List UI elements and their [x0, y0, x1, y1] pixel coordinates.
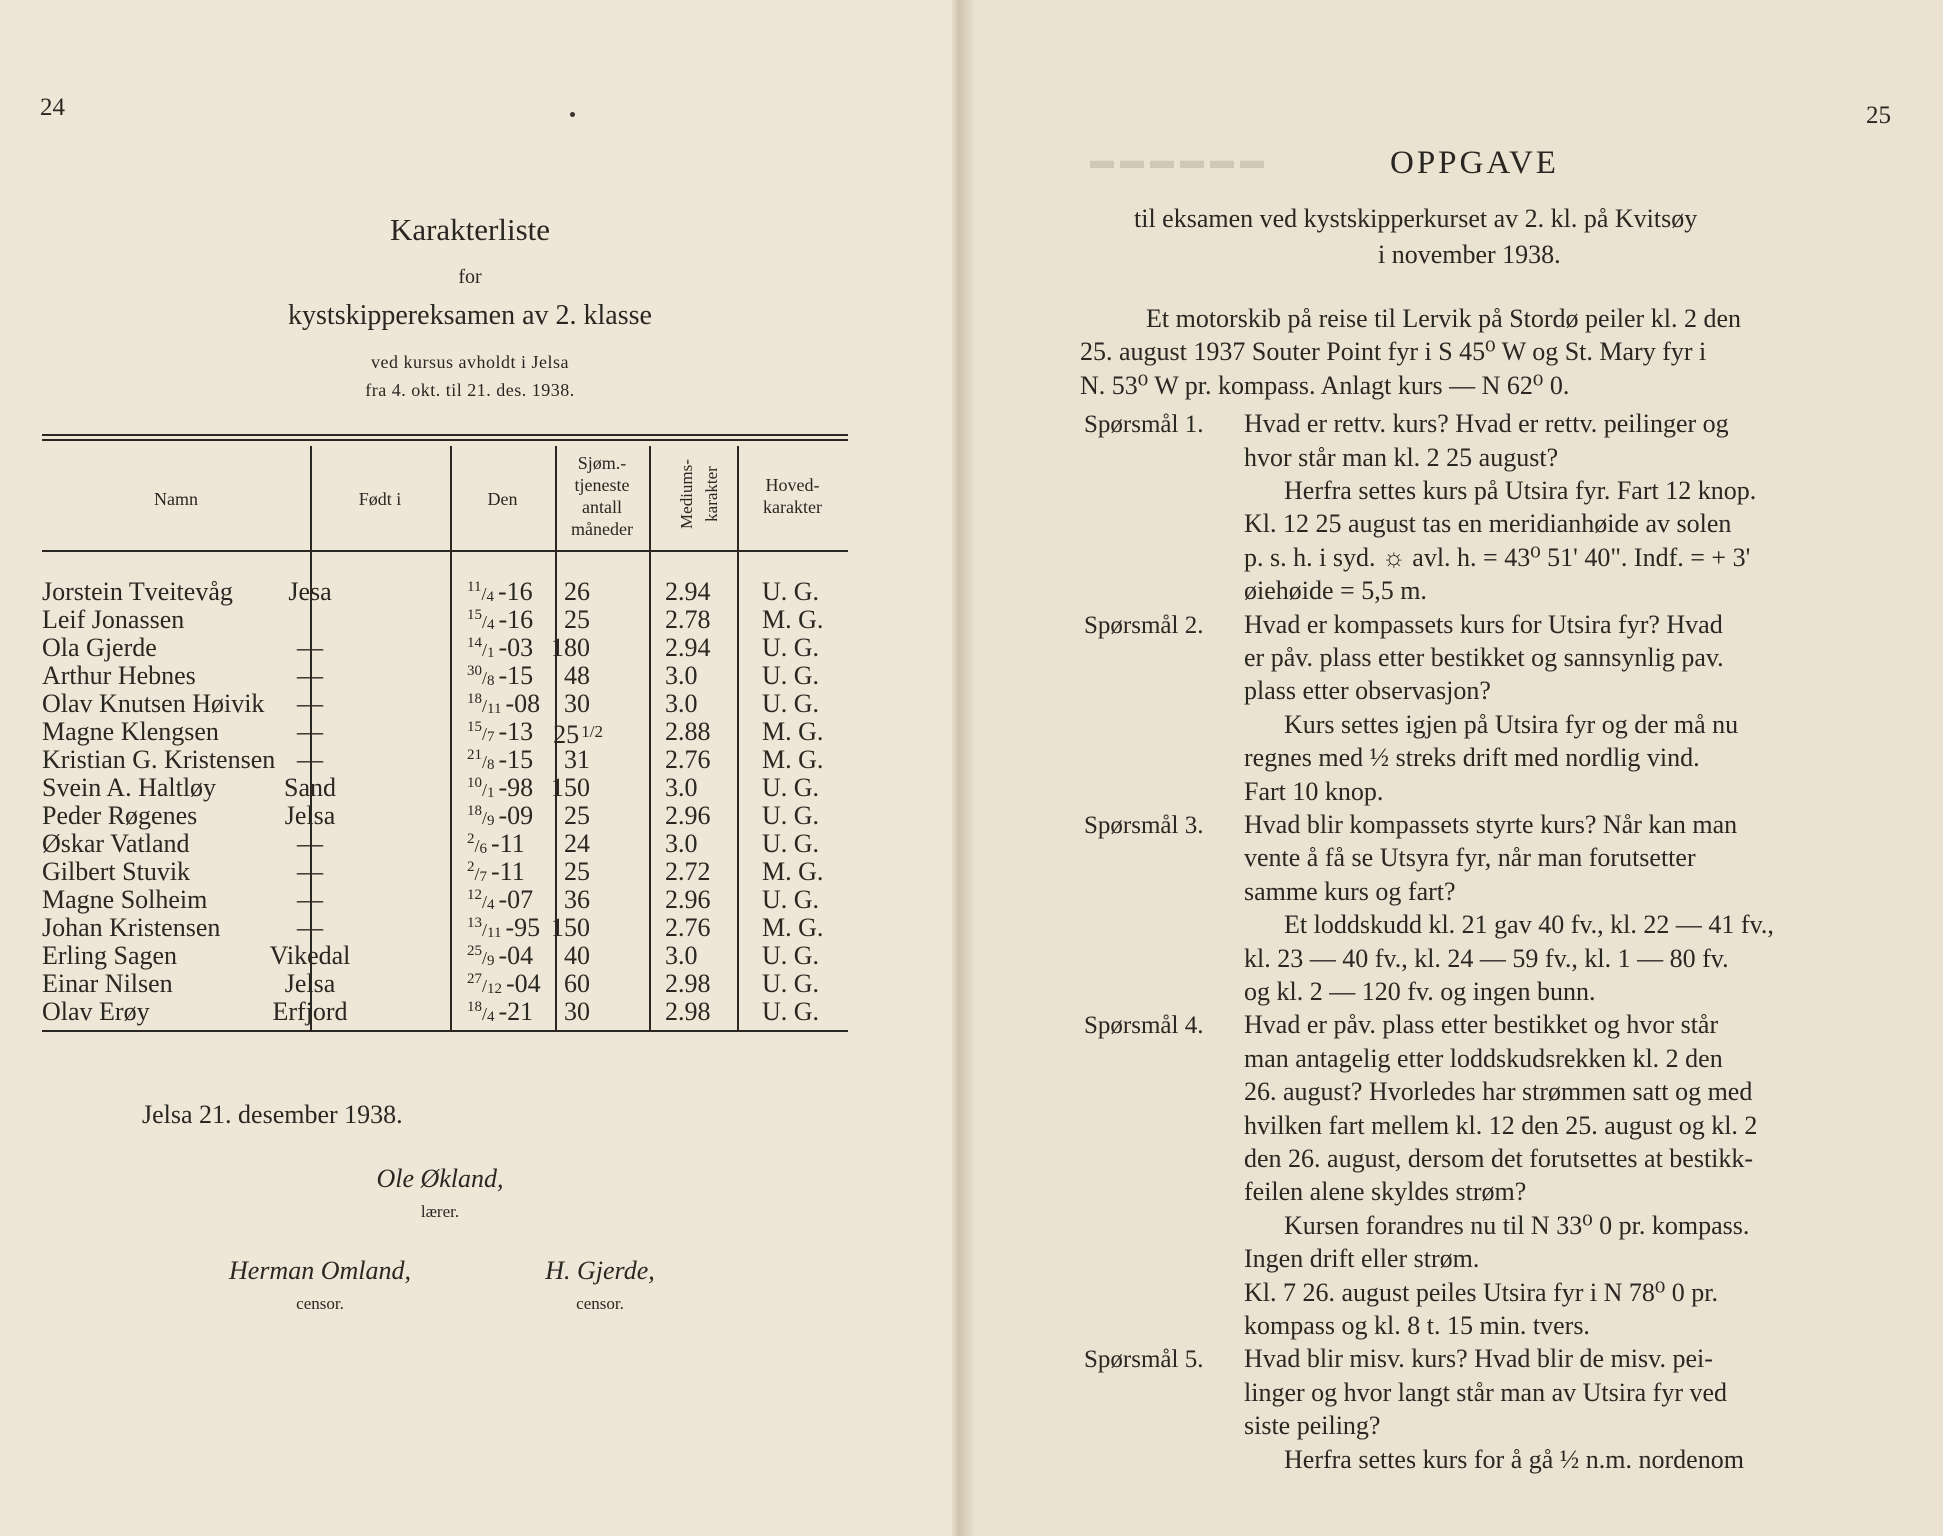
cell-date-slash: / [481, 584, 487, 604]
cell-date-day: 18 [467, 691, 482, 707]
grade-list-subtitle: kystskippereksamen av 2. klasse [288, 300, 652, 331]
cell-date-day: 15 [467, 719, 482, 735]
cell-months-text [564, 801, 603, 830]
cell-date-day: 13 [467, 915, 482, 931]
cell-medium: 2.96 [665, 801, 711, 830]
table-row [42, 578, 848, 606]
instruction-line: Kl. 12 25 august tas en meridianhøide av solen [1244, 509, 1732, 539]
cell-date-month: 4 [487, 617, 495, 633]
cell-medium: 3.0 [665, 773, 698, 802]
cell-medium: 2.88 [665, 717, 711, 746]
teacher-signature: Ole Økland, [376, 1164, 504, 1193]
table-row [42, 970, 848, 998]
header-service-line: Sjøm.- [577, 453, 627, 473]
cell-born-text: Erfjord [272, 997, 348, 1026]
cell-born-text: — [297, 689, 323, 718]
cell-months-text [564, 577, 603, 606]
header-name: Namn [154, 489, 198, 509]
cell-date-slash: / [482, 612, 488, 632]
cell-months-text [564, 689, 603, 718]
cell-date-day: 18 [467, 999, 482, 1015]
cell-main: M. G. [762, 717, 824, 746]
cell-born-text: — [297, 745, 323, 774]
cell-date [467, 718, 533, 748]
cell-main: U. G. [762, 689, 820, 718]
cell-main: U. G. [762, 773, 820, 802]
question-line: feilen alene skyldes strøm? [1244, 1177, 1527, 1207]
question-line: vente å få se Utsyra fyr, når man forutsetter [1244, 843, 1696, 873]
cell-date-slash: / [482, 640, 488, 660]
cell-date-day: 2 [467, 831, 475, 847]
cell-months-text [551, 633, 610, 662]
cell-born-text: — [297, 633, 323, 662]
cell-months-value: 60 [564, 969, 590, 998]
cell-months-value: 40 [564, 941, 590, 970]
cell-date-month: 11 [487, 701, 502, 717]
cell-medium: 2.98 [665, 997, 711, 1026]
cell-name: Ola Gjerde [42, 633, 157, 662]
table-row [42, 606, 848, 634]
cell-months-text [564, 605, 603, 634]
cell-born-text: — [297, 717, 323, 746]
cell-main: M. G. [762, 857, 824, 886]
cell-medium: 3.0 [665, 941, 698, 970]
cell-main: U. G. [762, 801, 820, 830]
cell-date-day: 12 [467, 887, 482, 903]
question-line: er påv. plass etter bestikket og sannsynlig pav. [1244, 643, 1724, 672]
cell-months-value: 30 [564, 997, 590, 1026]
cell-date-day: 18 [467, 803, 482, 819]
teacher-role: lærer. [420, 1202, 460, 1221]
cell-months-text [564, 969, 603, 998]
course-line-2: fra 4. okt. til 21. des. 1938. [365, 380, 575, 400]
cell-date-month: 8 [487, 757, 495, 773]
bleed-through: ▬ ▬ ▬ ▬ ▬ ▬ [1090, 148, 1264, 174]
cell-date-year: -13 [498, 717, 534, 746]
cell-date-day: 21 [467, 747, 482, 763]
question-line: Hvad blir kompassets styrte kurs? Når kan man [1244, 810, 1738, 839]
cell-name: Magne Klengsen [42, 717, 219, 746]
header-date: Den [487, 489, 518, 509]
cell-name: Johan Kristensen [42, 913, 221, 942]
cell-medium: 2.76 [665, 913, 711, 942]
cell-medium: 2.76 [665, 745, 711, 774]
cell-name: Einar Nilsen [42, 969, 173, 998]
cell-months-text [564, 745, 603, 774]
question-line: Hvad er kompassets kurs for Utsira fyr? Hvad [1244, 609, 1723, 639]
question-line: man antagelig etter loddskudsrekken kl. 2 den [1244, 1043, 1723, 1073]
cell-main: M. G. [762, 913, 824, 942]
table-row [42, 858, 848, 886]
instruction-line: øiehøide = 5,5 m. [1244, 576, 1427, 606]
cell-medium: 3.0 [665, 661, 698, 690]
course-line-1: ved kursus avholdt i Jelsa [371, 352, 569, 372]
question-label: Spørsmål 2. [1084, 611, 1204, 639]
cell-medium: 2.72 [665, 857, 711, 886]
cell-date [467, 662, 533, 692]
cell-months-text [564, 829, 603, 858]
cell-date-year: -98 [498, 773, 534, 802]
cell-born-text: Jesa [288, 577, 332, 606]
cell-date-slash: / [482, 948, 488, 968]
cell-name: Olav Knutsen Høivik [42, 689, 265, 718]
instruction-line: og kl. 2 — 120 fv. og ingen bunn. [1244, 977, 1596, 1006]
cell-months-value: 25 [564, 801, 590, 830]
cell-months-value: 31 [564, 745, 590, 774]
instruction-line: Ingen drift eller strøm. [1244, 1244, 1480, 1274]
cell-born-text: Sand [284, 773, 336, 802]
cell-born-text: — [297, 829, 323, 858]
table-rule-header [42, 550, 848, 552]
cell-date-slash: / [482, 892, 488, 912]
question-label: Spørsmål 5. [1084, 1346, 1204, 1374]
instruction-line: Kursen forandres nu til N 33⁰ 0 pr. kompass. [1284, 1210, 1750, 1240]
cell-date-day: 30 [467, 663, 482, 679]
cell-date-month: 9 [487, 813, 495, 829]
cell-months-value: 25 [564, 857, 590, 886]
cell-date-slash: / [482, 668, 488, 688]
cell-months-value: 24 [564, 829, 590, 858]
cell-main: U. G. [762, 997, 820, 1026]
question-line: Hvad er påv. plass etter bestikket og hvor står [1244, 1010, 1719, 1040]
cell-date-month: 8 [487, 673, 495, 689]
instruction-line: kompass og kl. 8 t. 15 min. tvers. [1244, 1311, 1590, 1340]
cell-months-value: 25 [553, 720, 580, 749]
question-line: siste peiling? [1244, 1411, 1381, 1441]
cell-date [467, 886, 533, 916]
cell-months-value: 36 [564, 885, 590, 914]
cell-name: Jorstein Tveitevåg [42, 577, 233, 606]
table-row [42, 830, 848, 858]
cell-born-text: Vikedal [269, 941, 351, 970]
table-row [42, 886, 848, 914]
censor-2-role: censor. [576, 1294, 624, 1313]
question-line: Hvad blir misv. kurs? Hvad blir de misv. pei- [1244, 1344, 1713, 1374]
cell-date-year: -16 [498, 605, 534, 634]
header-main-line: karakter [763, 497, 822, 517]
header-service-line: antall [582, 497, 622, 517]
cell-date-year: -16 [497, 577, 533, 606]
cell-name: Olav Erøy [42, 997, 150, 1026]
grade-list-title: Karakterliste [389, 212, 551, 247]
question-line: Hvad er rettv. kurs? Hvad er rettv. peilinger og [1244, 409, 1729, 439]
table-row [42, 942, 848, 970]
header-born: Født i [358, 489, 402, 509]
cell-months-text [564, 941, 603, 970]
place-date: Jelsa 21. desember 1938. [142, 1100, 403, 1129]
cell-name: Peder Røgenes [42, 801, 198, 830]
cell-date-month: 7 [487, 729, 495, 745]
cell-name: Magne Solheim [42, 885, 208, 914]
cell-date-month: 7 [479, 869, 488, 885]
cell-name: Svein A. Haltløy [42, 773, 217, 802]
cell-main: U. G. [762, 941, 820, 970]
cell-months-text [564, 857, 603, 886]
cell-date-month: 4 [486, 589, 494, 605]
grade-table [42, 434, 848, 1034]
cell-date-slash: / [474, 864, 480, 884]
table-row [42, 690, 848, 718]
question-line: hvor står man kl. 2 25 august? [1244, 442, 1559, 472]
cell-main: M. G. [762, 745, 824, 774]
cell-date-year: -21 [498, 997, 534, 1026]
cell-date-year: -11 [491, 829, 525, 858]
task-subtitle-1: til eksamen ved kystskipperkurset av 2. kl. på Kvitsøy [1134, 204, 1698, 233]
cell-date [467, 942, 533, 972]
cell-date-slash: / [482, 780, 488, 800]
question-label: Spørsmål 3. [1084, 812, 1204, 839]
cell-date-slash: / [482, 696, 488, 716]
cell-date [467, 746, 533, 776]
cell-medium: 2.98 [665, 969, 711, 998]
cell-date-slash: / [482, 976, 488, 996]
question-line: hvilken fart mellem kl. 12 den 25. august og kl. 2 [1244, 1110, 1758, 1140]
table-row [42, 717, 848, 749]
cell-main: M. G. [762, 605, 824, 634]
table-rule-bottom [42, 1030, 848, 1032]
question-line: 26. august? Hvorledes har strømmen satt og med [1244, 1077, 1753, 1107]
cell-date-day: 2 [467, 859, 475, 875]
cell-born-text: Jelsa [284, 801, 336, 830]
task-subtitle-2: i november 1938. [1378, 240, 1561, 269]
intro-line: N. 53⁰ W pr. kompass. Anlagt kurs — N 62⁰ 0. [1080, 370, 1570, 400]
cell-main: U. G. [762, 661, 820, 690]
header-medium-2: karakter [702, 466, 721, 522]
cell-months-fraction: 1/2 [581, 722, 603, 741]
cell-date [467, 634, 533, 664]
header-service-line: måneder [571, 519, 633, 539]
cell-months-value: 48 [564, 661, 590, 690]
instruction-line: Fart 10 knop. [1244, 776, 1384, 806]
instruction-line: Kurs settes igjen på Utsira fyr og der må nu [1284, 709, 1739, 739]
cell-date-day: 27 [467, 971, 482, 987]
intro-line: 25. august 1937 Souter Point fyr i S 45⁰ W og St. Mary fyr i [1080, 337, 1707, 367]
cell-date-slash: / [482, 808, 488, 828]
censor-1-role: censor. [296, 1294, 344, 1313]
cell-months-value: 30 [564, 689, 590, 718]
cell-date-month: 4 [487, 1009, 495, 1025]
book-spine [952, 0, 974, 1536]
page-number-right: 25 [1866, 102, 1891, 129]
cell-medium: 2.94 [665, 633, 711, 662]
cell-date-month: 1 [487, 645, 495, 661]
cell-date-day: 25 [467, 943, 482, 959]
cell-main: U. G. [762, 577, 820, 606]
cell-date-year: -08 [505, 689, 541, 718]
question-line: den 26. august, dersom det forutsettes at bestikk- [1244, 1144, 1754, 1173]
cell-date-year: -15 [498, 661, 534, 690]
cell-date-slash: / [474, 836, 480, 856]
cell-date [467, 998, 533, 1028]
instruction-line: Kl. 7 26. august peiles Utsira fyr i N 78⁰ 0 pr. [1244, 1277, 1719, 1307]
cell-date [467, 690, 540, 720]
cell-date-slash: / [482, 1004, 488, 1024]
cell-date-year: -04 [498, 941, 534, 970]
cell-born-text: Jelsa [284, 969, 336, 998]
grade-list-for: for [458, 266, 482, 288]
cell-date [467, 830, 525, 860]
cell-date [467, 578, 533, 608]
header-main-line: Hoved- [765, 475, 820, 495]
cell-name: Erling Sagen [42, 941, 178, 970]
question-line: plass etter observasjon? [1244, 676, 1491, 706]
cell-date-day: 15 [467, 607, 482, 623]
cell-date-month: 11 [487, 925, 502, 941]
cell-date [467, 802, 533, 832]
instruction-line: kl. 23 — 40 fv., kl. 24 — 59 fv., kl. 1 — 80 fv. [1244, 943, 1729, 973]
censor-2-signature: H. Gjerde, [545, 1256, 655, 1285]
instruction-line: Herfra settes kurs for å gå ½ n.m. nordenom [1284, 1444, 1744, 1474]
cell-date-day: 14 [467, 635, 482, 651]
instruction-line: Herfra settes kurs på Utsira fyr. Fart 12 knop. [1284, 476, 1757, 505]
table-row [42, 746, 848, 774]
instruction-line: p. s. h. i syd. ☼ avl. h. = 43⁰ 51' 40". Indf. = + 3' [1244, 542, 1751, 572]
censor-1-signature: Herman Omland, [229, 1256, 411, 1285]
table-row [42, 662, 848, 690]
cell-date-slash: / [482, 752, 488, 772]
question-line: linger og hvor langt står man av Utsira fyr ved [1244, 1377, 1728, 1407]
cell-months-text [551, 773, 610, 802]
cell-date-year: -03 [498, 633, 534, 662]
cell-date-month: 12 [487, 981, 503, 997]
header-medium: Mediums- [677, 459, 696, 529]
cell-months-value: 150 [551, 913, 590, 942]
cell-date-year: -09 [498, 801, 534, 830]
header-service [555, 452, 649, 540]
cell-date [467, 914, 540, 944]
cell-date [467, 858, 525, 888]
cell-name: Kristian G. Kristensen [42, 745, 276, 774]
cell-months-text [564, 997, 603, 1026]
cell-main: U. G. [762, 885, 820, 914]
cell-main: U. G. [762, 633, 820, 662]
cell-born-text: — [297, 661, 323, 690]
cell-date-day: 11 [467, 579, 482, 595]
cell-name: Leif Jonassen [42, 605, 185, 634]
cell-months-value: 25 [564, 605, 590, 634]
cell-medium: 2.94 [665, 577, 711, 606]
task-heading: OPPGAVE [1390, 145, 1559, 181]
table-row [42, 802, 848, 830]
cell-date [467, 774, 533, 804]
header-main [737, 474, 848, 518]
instruction-line: regnes med ½ streks drift med nordlig vind. [1244, 743, 1700, 773]
table-row [42, 774, 848, 802]
cell-medium: 2.78 [665, 605, 711, 634]
cell-date-year: -11 [491, 857, 525, 886]
cell-name: Arthur Hebnes [42, 661, 196, 690]
cell-date [467, 606, 533, 636]
table-row [42, 634, 848, 662]
cell-name: Gilbert Stuvik [42, 857, 191, 886]
cell-medium: 3.0 [665, 689, 698, 718]
ink-dot [570, 112, 575, 117]
cell-main: U. G. [762, 829, 820, 858]
cell-date-year: -95 [505, 913, 541, 942]
cell-date-year: -15 [498, 745, 534, 774]
cell-date-month: 6 [479, 841, 488, 857]
cell-date-slash: / [482, 724, 488, 744]
instruction-line: Et loddskudd kl. 21 gav 40 fv., kl. 22 — 41 fv., [1284, 910, 1774, 940]
cell-date-slash: / [482, 920, 488, 940]
cell-months-text [564, 661, 603, 690]
cell-born-text: — [297, 913, 323, 942]
table-row [42, 914, 848, 942]
cell-months-text [551, 913, 610, 942]
intro-line: Et motorskib på reise til Lervik på Stordø peiler kl. 2 den [1146, 304, 1741, 333]
table-rule-top [42, 434, 848, 436]
cell-born-text: — [297, 857, 323, 886]
cell-date-year: -04 [506, 969, 541, 998]
cell-date-year: -07 [498, 885, 534, 914]
cell-date-month: 4 [487, 897, 495, 913]
cell-name: Øskar Vatland [42, 829, 190, 858]
cell-date-month: 1 [487, 785, 495, 801]
table-rule-top-2 [42, 439, 848, 441]
cell-months-text [564, 885, 603, 914]
cell-date-day: 10 [467, 775, 482, 791]
cell-medium: 2.96 [665, 885, 711, 914]
cell-date [467, 970, 541, 1000]
cell-date-month: 9 [487, 953, 495, 969]
cell-main: U. G. [762, 969, 820, 998]
cell-born-text: — [297, 885, 323, 914]
question-label: Spørsmål 1. [1084, 411, 1204, 439]
cell-months-value: 150 [551, 773, 590, 802]
page-number-left: 24 [40, 94, 65, 121]
question-line: samme kurs og fart? [1244, 876, 1456, 906]
table-row [42, 998, 848, 1026]
cell-months-value: 180 [551, 633, 590, 662]
question-label: Spørsmål 4. [1084, 1012, 1204, 1040]
header-service-line: tjeneste [574, 475, 630, 495]
cell-medium: 3.0 [665, 829, 698, 858]
cell-months-value: 26 [564, 577, 590, 606]
